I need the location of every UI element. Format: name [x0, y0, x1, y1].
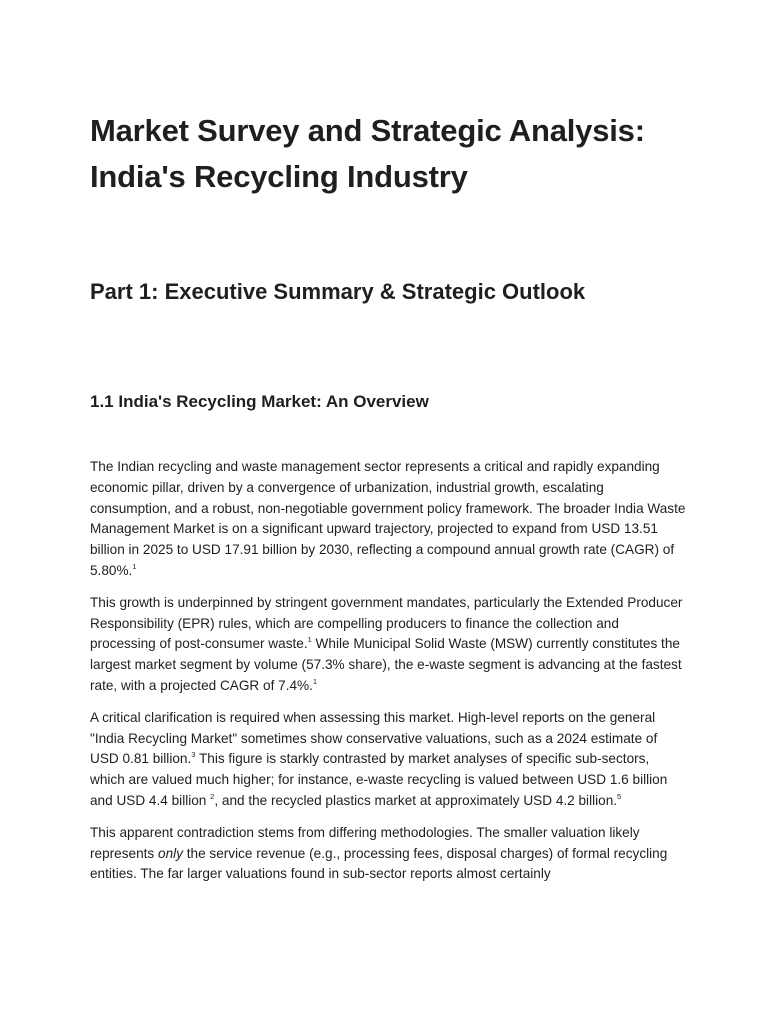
paragraph-4-text-a: This apparent contradiction stems from differing methodologies. The smaller valuation likely represents	[90, 824, 640, 861]
footnote-ref[interactable]: 2	[210, 791, 215, 801]
paragraph-4	[90, 823, 686, 885]
section-heading: 1.1 India's Recycling Market: An Overview	[90, 392, 429, 411]
paragraph-2-text-a: This growth is underpinned by stringent government mandates, particularly the Extended Producer Responsibility (EPR) rules, which are compelling producers to finance the collection and processing of post-consumer waste.	[90, 594, 683, 652]
paragraph-3-text-c: , and the recycled plastics market at approximately USD 4.2 billion.	[214, 792, 618, 808]
footnote-ref[interactable]: 1	[307, 635, 312, 645]
footnote-ref[interactable]: 3	[191, 750, 196, 760]
paragraph-2	[90, 593, 686, 697]
paragraph-3-text-a: A critical clarification is required when assessing this market. High-level reports on the general "India Recycling Market" sometimes show conservative valuations, such as a 2024 estimate of USD 0.81 billion.	[90, 709, 658, 767]
footnote-ref[interactable]: 1	[132, 561, 137, 571]
part-heading: Part 1: Executive Summary & Strategic Outlook	[90, 279, 586, 304]
paragraph-1	[90, 457, 686, 582]
footnote-ref[interactable]: 1	[312, 676, 318, 686]
paragraph-1-text: The Indian recycling and waste management sector represents a critical and rapidly expanding economic pillar, driven by a convergence of urbanization, industrial growth, escalating consumption, and a robust, non-negotiable government policy framework. The broader India Waste Management Market is on a significant upward trajectory, projected to expand from USD 13.51 billion in 2025 to USD 17.91 billion by 2030, reflecting a compound annual growth rate (CAGR) of 5.80%.	[90, 459, 686, 578]
paragraph-3	[90, 708, 686, 812]
paragraph-4-emphasis: only	[158, 845, 183, 861]
footnote-ref[interactable]: 5	[617, 791, 622, 801]
paragraph-3-text-b: This figure is starkly contrasted by market analyses of specific sub-sectors, which are valued much higher; for instance, e-waste recycling is valued between USD 1.6 billion and USD 4.4 billion	[90, 751, 668, 808]
paragraph-2-text-b: While Municipal Solid Waste (MSW) currently constitutes the largest market segment by volume (57.3% share), the e-waste segment is advancing at the fastest rate, with a projected CAGR of 7.4%.	[90, 636, 682, 693]
paragraph-4-text-b: the service revenue (e.g., processing fees, disposal charges) of formal recycling entities. The far larger valuations found in sub-sector reports almost certainly	[90, 845, 668, 882]
document-title: Market Survey and Strategic Analysis: India's Recycling Industry	[90, 113, 645, 194]
section-body	[90, 457, 686, 896]
